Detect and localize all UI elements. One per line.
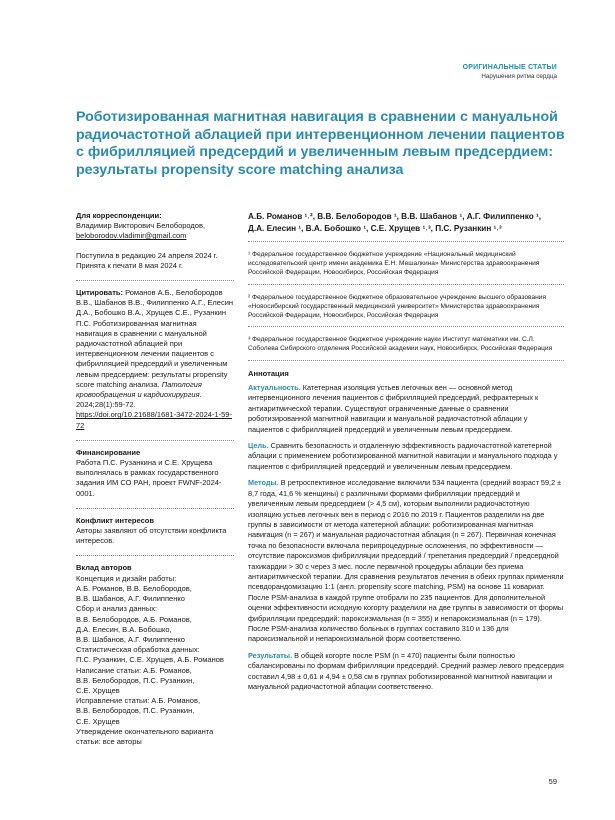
contrib-line: В.В. Шабанов, А.Г. Филиппенко [76, 594, 185, 604]
subsection-label: Нарушения ритма сердца [481, 73, 557, 80]
contributions-block [76, 563, 234, 747]
contrib-line: Утверждение окончательного варианта [76, 726, 214, 736]
funding-block [76, 448, 234, 499]
funding-text: Работа П.С. Рузанкина и С.Е. Хрущева выполнялась в рамках государственного задания ИМ СО РАН, проект FWNF-2024-0001. [76, 458, 222, 498]
contrib-line: В.В. Белобородов, А.Б. Романов, [76, 614, 192, 624]
divider [76, 280, 234, 281]
divider [248, 326, 564, 327]
correspondence-email-link[interactable]: beloborodov.vladimir@gmail.com [76, 231, 187, 241]
contrib-line: статьи: все авторы [76, 736, 142, 746]
methods-text: В ретроспективное исследование включили 534 пациента (средний возраст 59,2 ± 8,7 года, 41,6 % женщины) с различными формами фибрилляции предсердий и увеличенным левым предсердием (> 4,5 см), которым выполнили радиочастотную изоляцию устьев легочных вен в период с 2016 по 2019 г. Пациентов разделили на две группы в зависимости от метода катетерной аблации: роботизированная магнитная навигация (n = 267) и мануальная радиочастотная аблация (n = 267). Первичная конечная точка по безопасности включала перипроцедурные осложнения, по эффективности — отсутствие пароксизмов фибрилляции предсердий / трепетания предсердий / предсердной тахикардии > 30 с через 3 мес. после первичной процедуры аблации без приема антиаритмической терапии. Для сравнения результатов лечения в обеих группах применяли псевдорандомизацию 1:1 (англ. propensity score matching, PSM) на основе 11 ковариат. После PSM-анализа в каждой группе отобрали по 235 пациентов. Для дополнительной оценки эффективности исходную когорту разделили на две группы в зависимости от формы фибрилляции предсердий: пароксизмальная (n = 355) и непароксизмальная (n = 179). После PSM-анализа количество больных в группах составило 310 и 136 для пароксизмальной и непароксизмальной форм соответственно. [248, 478, 564, 644]
affiliation: ¹ Федеральное государственное бюджетное учреждение «Национальный медицинский исследовательский центр имени академика Е.Н. Мешалкина» Министерства здравоохранения Российской Федерации, Новосибирск, Российская Федерация [248, 251, 540, 277]
conflict-block [76, 516, 234, 547]
contrib-line: Написание статьи: А.Б. Романов, [76, 665, 192, 675]
contrib-line: П.С. Рузанкин, С.Е. Хрущев, А.Б. Романов [76, 655, 224, 665]
contrib-line: В.В. Белобородов, П.С. Рузанкин, [76, 706, 195, 716]
citation-text: Романов А.Б., Белобородов В.В., Шабанов В.В., Филиппенко А.Г., Елесин Д.А., Бобошко В.А., Хрущев С.Е., Рузанкин П.С. Роботизированная магнитная навигация в сравнении с мануальной радиочастотной аблацией при интервенционном лечении пациентов с фибрилляцией предсердий и увеличенным левым предсердием: результаты propensity score matching анализа. [76, 288, 234, 389]
citation-journal: Патология кровообращения и кардиохирургия. [76, 379, 202, 400]
authors-line: Д.А. Елесин ¹, В.А. Бобошко ¹, С.Е. Хрущев ¹˒³, П.С. Рузанкин ¹˒³ [248, 224, 502, 233]
contrib-line: В.В. Шабанов, А.Г. Филиппенко [76, 634, 185, 644]
results-text: В общей когорте после PSM (n = 470) пациенты были полностью сбалансированы по формам фибрилляции предсердий. Средний размер левого предсердия составил 4,98 ± 0,61 и 4,94 ± 0,58 см в группах роботизированной магнитной навигации и мануальной радиочастотной аблации соответственно. [248, 650, 564, 691]
contrib-line: Концепция и дизайн работы: [76, 573, 177, 583]
correspondence-label: Для корреспонденции: [76, 211, 162, 220]
conflict-text: Авторы заявляют об отсутствии конфликта интересов. [76, 526, 227, 546]
divider [248, 284, 564, 285]
divider [76, 508, 234, 509]
contrib-line: С.Е. Хрущев [76, 685, 120, 695]
divider [76, 440, 234, 441]
funding-label: Финансирование [76, 447, 141, 457]
received-date: Поступила в редакцию 24 апреля 2024 г. [76, 250, 218, 260]
running-header [463, 64, 557, 80]
results-label: Результаты. [248, 650, 293, 660]
main-column [248, 211, 564, 698]
citation-ref: 2024;28(1):59-72. [76, 400, 136, 410]
abstract-results [248, 651, 564, 693]
relevance-label: Актуальность. [248, 383, 301, 393]
abstract-methods [248, 478, 564, 645]
divider [76, 555, 234, 556]
contrib-line: А.Б. Романов, В.В. Белобородов, [76, 583, 192, 593]
doi-link[interactable]: https://doi.org/10.21688/1681-3472-2024-1-59-72 [76, 410, 232, 430]
abstract-heading: Аннотация [248, 368, 289, 378]
abstract-aim [248, 441, 564, 472]
correspondence-name: Владимир Викторович Белобородов, [76, 221, 206, 231]
article-title: Роботизированная магнитная навигация в сравнении с мануальной радиочастотной аблацией при интервенционном лечении пациентов с фибрилляцией предсердий и увеличенным левым предсердием: результаты propensity score matching анализа [76, 109, 565, 178]
contrib-line: В.В. Белобородов, П.С. Рузанкин, [76, 675, 195, 685]
divider [248, 241, 564, 242]
affiliation: ³ Федеральное государственное бюджетное учреждение науки Институт математики им. С.Л. Соболева Сибирского отделения Российской академии наук, Новосибирск, Российская Федерация [248, 336, 553, 353]
conflict-label: Конфликт интересов [76, 515, 154, 525]
affiliation: ² Федеральное государственное бюджетное образовательное учреждение высшего образования «Новосибирский государственный медицинский университет» Министерства здравоохранения Российской Федерации, Новосибирск, Российская Федерация [248, 293, 547, 320]
contrib-line: Исправление статьи: А.Б. Романов, [76, 696, 201, 706]
contributions-label: Вклад авторов [76, 563, 132, 573]
authors-line: А.Б. Романов ¹˒², В.В. Белобородов ¹, В.В. Шабанов ¹, А.Г. Филиппенко ¹, [248, 212, 542, 221]
dates-block [76, 251, 234, 271]
section-label: ОРИГИНАЛЬНЫЕ СТАТЬИ [462, 64, 557, 71]
correspondence-block [76, 211, 234, 242]
author-list [248, 211, 564, 235]
methods-label: Методы. [248, 478, 279, 488]
contrib-line: Статистическая обработка данных: [76, 645, 200, 655]
accepted-date: Принята к печати 8 мая 2024 г. [76, 260, 183, 270]
aim-text: Сравнить безопасность и отдаленную эффективность радиочастотной катетерной аблации с применением роботизированной магнитной навигации и мануального подхода у пациентов с фибрилляцией предсердий и увеличенным левым предсердием. [248, 441, 558, 471]
page-number: 59 [548, 777, 557, 786]
citation-block [76, 288, 234, 431]
sidebar-info [76, 211, 234, 756]
relevance-text: Катетерная изоляция устьев легочных вен — основной метод интервенционного лечения пациентов с фибрилляцией предсердий, рефрактерных к антиаритмической терапии. Существуют ограниченные данные о сравнении роботизированной магнитной навигации и мануальной радиочастотной аблации у пациентов с фибрилляцией предсердий и увеличенным левым предсердием. [248, 383, 539, 434]
abstract-relevance [248, 383, 564, 435]
contrib-line: Д.А. Елесин, В.А. Бобошко, [76, 624, 172, 634]
contrib-line: С.Е. Хрущев [76, 716, 120, 726]
divider [248, 360, 564, 361]
citation-label: Цитировать: [76, 288, 123, 298]
aim-label: Цель. [248, 441, 269, 451]
contrib-line: Сбор и анализ данных: [76, 604, 158, 614]
